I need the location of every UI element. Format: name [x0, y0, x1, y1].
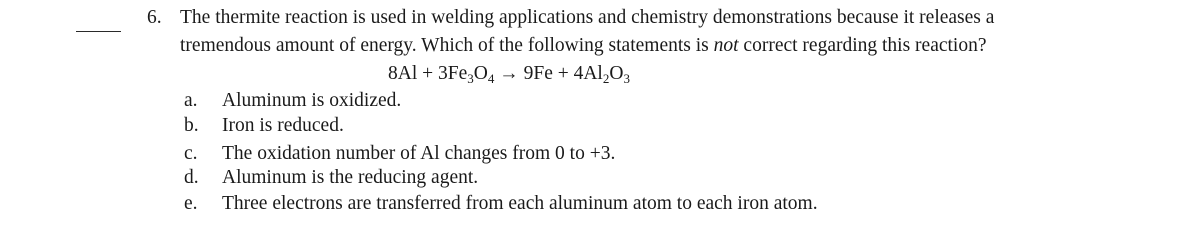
option-a[interactable] [0, 89, 1200, 113]
equation-product-fe: 9Fe [523, 63, 553, 84]
option-letter: e. [184, 193, 198, 214]
option-text: Iron is reduced. [222, 115, 344, 136]
reaction-equation [388, 62, 630, 86]
option-b[interactable] [0, 114, 1200, 138]
equation-arrow: → [494, 63, 524, 84]
question-text-line-2-end: correct regarding this reaction? [738, 35, 987, 56]
equation-reactant-fe3o4: $3Fe_3O_4$ [438, 63, 495, 86]
option-text: Aluminum is oxidized. [222, 90, 402, 111]
question-text-line-2 [180, 34, 987, 58]
option-text: Aluminum is the reducing agent. [222, 167, 479, 188]
option-letter: d. [184, 167, 199, 188]
option-text: The oxidation number of Al changes from 0 to +3. [222, 143, 616, 164]
answer-blank-line[interactable] [76, 31, 121, 32]
question-emphasis-not: not [713, 35, 739, 56]
option-letter: c. [184, 143, 198, 164]
option-letter: b. [184, 115, 199, 136]
question-text-line-2-start: tremendous amount of energy. Which of the following statements is [180, 35, 714, 56]
equation-reactant-al: 8Al [388, 63, 418, 84]
option-text: Three electrons are transferred from each aluminum atom to each iron atom. [222, 193, 818, 214]
question-number: 6. [147, 7, 162, 28]
question-text-line-1: The thermite reaction is used in welding applications and chemistry demonstrations because it releases a [180, 7, 995, 28]
option-c[interactable] [0, 142, 1200, 166]
equation-product-al2o3: $4Al_2O_3$ [573, 63, 630, 86]
equation-plus: + [552, 63, 574, 84]
option-d[interactable] [0, 166, 1200, 190]
option-letter: a. [184, 90, 198, 111]
equation-plus: + [417, 63, 438, 84]
option-e[interactable] [0, 192, 1200, 216]
